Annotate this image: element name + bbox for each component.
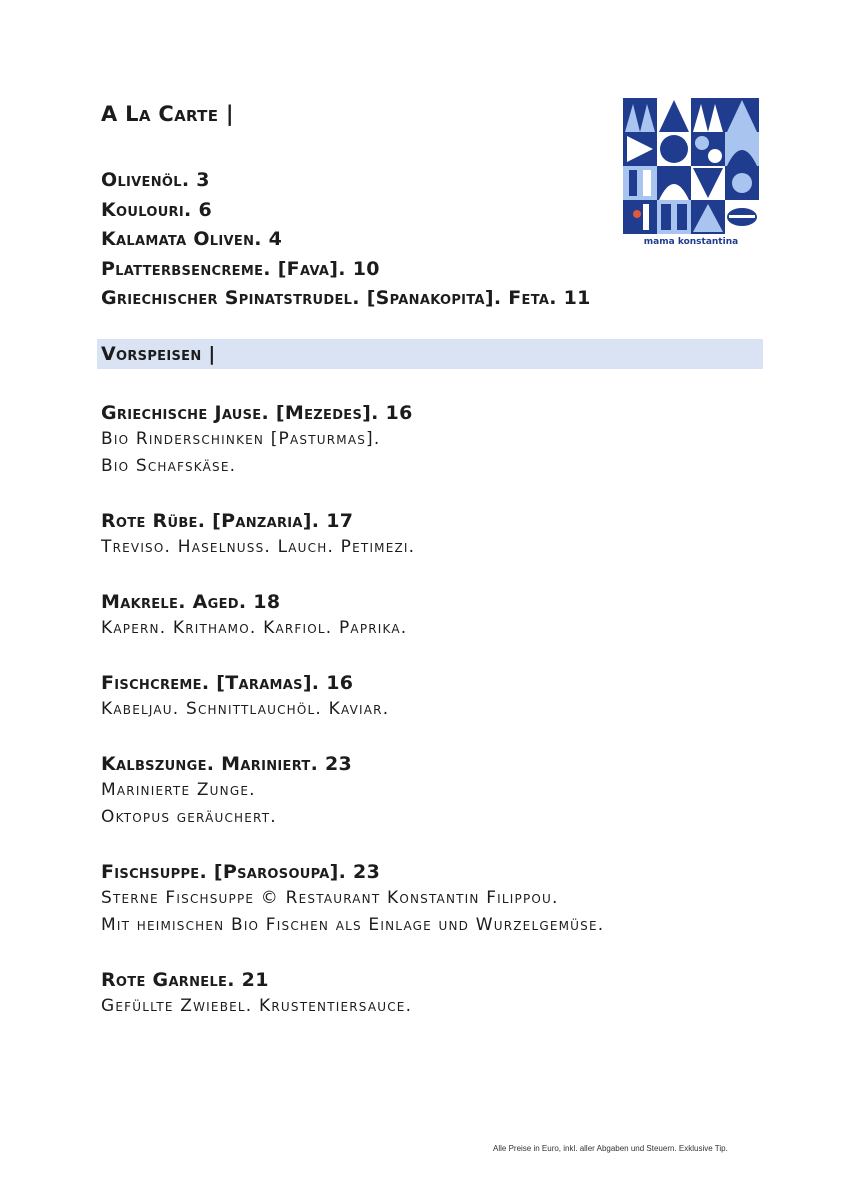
dish	[101, 751, 801, 831]
restaurant-logo	[623, 98, 759, 254]
dish-description: Marinierte Zunge.	[101, 780, 256, 800]
dish-name: Rote Rübe. [Panzaria]. 17	[101, 510, 354, 532]
dish	[101, 967, 801, 1020]
dish-description: Kapern. Krithamo. Karfiol. Paprika.	[101, 618, 408, 638]
section-header	[97, 339, 763, 369]
dish	[101, 400, 801, 480]
dish-description: Treviso. Haselnuss. Lauch. Petimezi.	[101, 537, 416, 557]
dish-name: Fischcreme. [Taramas]. 16	[101, 672, 354, 694]
dish-name: Fischsuppe. [Psarosoupa]. 23	[101, 861, 381, 883]
a-la-carte-list	[101, 166, 591, 314]
dish-description: Bio Rinderschinken [Pasturmas].	[101, 429, 381, 449]
page-title: A La Carte |	[101, 102, 234, 126]
dish-description: Mit heimischen Bio Fischen als Einlage und Wurzelgemüse.	[101, 915, 605, 935]
menu-item: Olivenöl. 3	[101, 169, 210, 191]
dish-name: Kalbszunge. Mariniert. 23	[101, 753, 353, 775]
dish-name: Griechische Jause. [Mezedes]. 16	[101, 402, 413, 424]
dish-name: Rote Garnele. 21	[101, 969, 269, 991]
logo-mosaic-icon	[623, 98, 759, 234]
dish-name: Makrele. Aged. 18	[101, 591, 281, 613]
section-title: Vorspeisen |	[101, 343, 216, 365]
dish-description: Gefüllte Zwiebel. Krustentiersauce.	[101, 996, 413, 1016]
dish-list	[101, 400, 801, 1048]
dish	[101, 670, 801, 723]
menu-item: Griechischer Spinatstrudel. [Spanakopita]. Feta. 11	[101, 287, 591, 309]
dish	[101, 859, 801, 939]
dish-description: Kabeljau. Schnittlauchöl. Kaviar.	[101, 699, 390, 719]
dish	[101, 589, 801, 642]
dish	[101, 508, 801, 561]
dish-description: Bio Schafskäse.	[101, 456, 237, 476]
menu-item: Platterbsencreme. [Fava]. 10	[101, 257, 380, 280]
price-footnote: Alle Preise in Euro, inkl. aller Abgaben und Steuern. Exklusive Tip.	[493, 1144, 728, 1153]
dish-description: Oktopus geräuchert.	[101, 807, 277, 827]
menu-item: Kalamata Oliven. 4	[101, 228, 283, 250]
menu-item: Koulouri. 6	[101, 198, 212, 221]
dish-description: Sterne Fischsuppe © Restaurant Konstantin Filippou.	[101, 888, 559, 908]
logo-text: mama konstantina	[643, 237, 739, 247]
